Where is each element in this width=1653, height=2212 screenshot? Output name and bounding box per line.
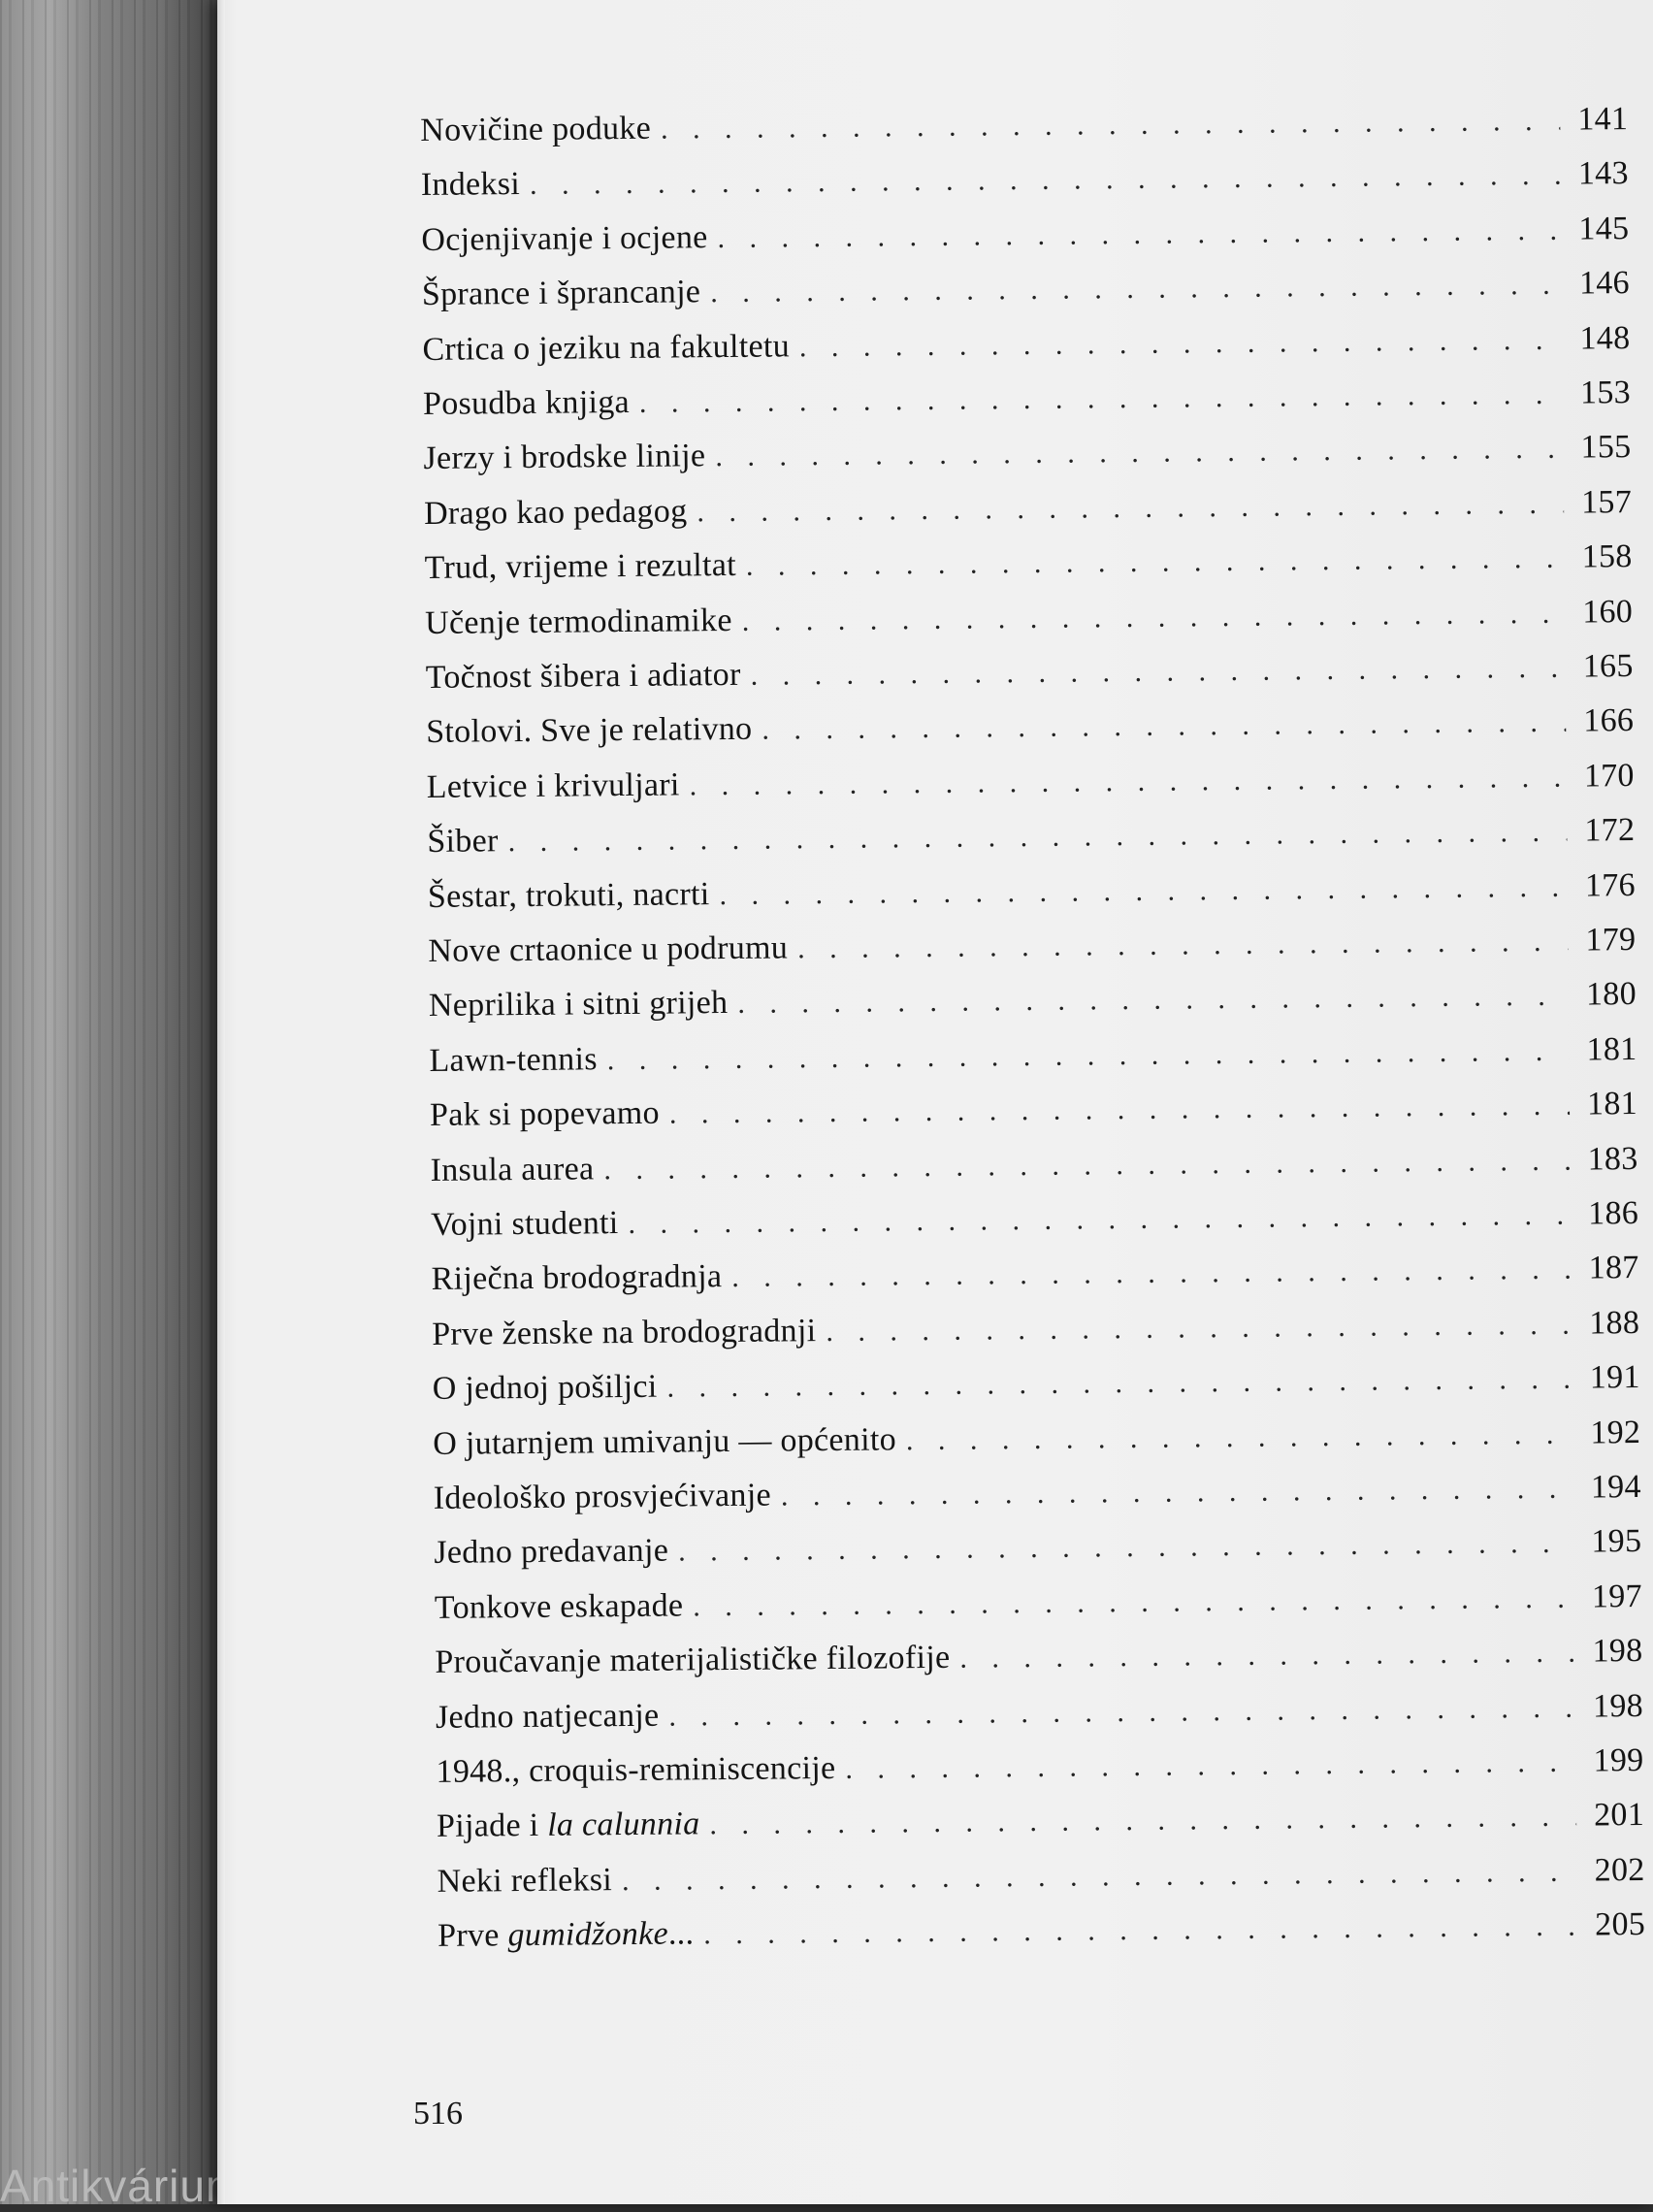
dot-leader: . . . . . . . . . . . . . . . . . . . . . . . . . — [797, 926, 1569, 966]
toc-title-part: Riječna brodogradnja — [431, 1258, 722, 1297]
dot-leader: . . . . . . . . . . . . . . . . . . . . . . . . . . . . . — [668, 1691, 1575, 1733]
toc-title-part: Drago kao pedagog — [424, 493, 688, 532]
toc-entry-title — [430, 1151, 603, 1189]
toc-entry-page: 141 — [1577, 101, 1628, 138]
toc-title-part: Lawn-tennis — [429, 1041, 598, 1079]
book-page — [217, 0, 1653, 2204]
dot-leader: . . . . . . . . . . . . . . . . . . . . . . . — [845, 1746, 1575, 1786]
dot-leader: . . . . . . . . . . . . . . . . . . . . . . . . . . . . — [678, 1527, 1574, 1569]
dot-leader: . . . . . . . . . . . . . . . . . . . . . . . . . . . . — [697, 487, 1564, 529]
toc-entry-title — [437, 1862, 622, 1901]
dot-leader: . . . . . . . . . . . . . . . . . . . . . . . . . . — [742, 597, 1566, 637]
toc-title-part: Pak si popevamo — [430, 1095, 660, 1133]
toc-entry-page: 191 — [1590, 1359, 1640, 1396]
toc-entry-title — [431, 1205, 629, 1244]
toc-entry-title — [423, 438, 715, 477]
toc-entry-title — [422, 274, 711, 313]
toc-title-part: Pijade i — [437, 1807, 547, 1844]
dot-leader: . . . . . . . . . . . . . . . . . . . . . . . . . . . — [710, 269, 1562, 309]
toc-entry-page: 179 — [1585, 922, 1636, 959]
dot-leader: . . . . . . . . . . . . . . . . . . . . . . . . — [826, 1308, 1572, 1348]
toc-entry-page: 146 — [1579, 265, 1630, 302]
toc-title-part: Šprance i šprancanje — [422, 274, 701, 312]
toc-entry-page: 158 — [1581, 538, 1632, 575]
toc-entry-page: 195 — [1591, 1523, 1641, 1560]
toc-entry-page: 188 — [1589, 1305, 1639, 1342]
toc-entry-page: 143 — [1578, 155, 1629, 192]
toc-entry-title — [438, 1915, 704, 1955]
toc-entry-page: 176 — [1585, 867, 1636, 904]
toc-entry-title — [435, 1640, 959, 1681]
toc-title-part: Točnost šibera i adiator — [426, 657, 741, 696]
toc-entry-page: 187 — [1589, 1250, 1639, 1286]
toc-title-part: Crtica o jeziku na fakultetu — [422, 328, 790, 368]
toc-entry-page: 148 — [1579, 320, 1630, 357]
dot-leader: . . . . . . . . . . . . . . . . . . . . . . . . . . . — [715, 433, 1563, 473]
dot-leader: . . . . . . . . . . . . . . . . . . . . . . . . . . . . . — [661, 105, 1561, 146]
dot-leader: . . . . . . . . . . . . . . . . . . . . . . . . . . . . . . — [628, 1199, 1571, 1241]
toc-title-part: Ideološko prosvjećivanje — [434, 1478, 771, 1516]
toc-entry-title — [424, 547, 746, 587]
toc-entry-title — [436, 1750, 845, 1791]
toc-entry-page: 170 — [1584, 758, 1635, 795]
toc-title-part: Posudba knjiga — [423, 384, 630, 422]
toc-entry-title — [433, 1369, 667, 1408]
toc-title-part: O jutarnjem umivanju — općenito — [433, 1421, 896, 1462]
toc-title-part: gumidžonke — [507, 1916, 668, 1954]
toc-title-part: Vojni studenti — [431, 1205, 619, 1243]
toc-title-part: Ocjenjivanje i ocjene — [421, 219, 708, 258]
toc-entry-title — [424, 493, 697, 533]
dot-leader: . . . . . . . . . . . . . . . . . . . . . . . . . . — [750, 652, 1565, 693]
toc-entry-page: 198 — [1593, 1688, 1643, 1725]
toc-title-part: Insula aurea — [430, 1151, 594, 1188]
toc-entry-page: 181 — [1586, 1031, 1637, 1068]
dot-leader: . . . . . . . . . . . . . . . . . . . . . . . . . . . — [717, 214, 1561, 255]
toc-title-part: Prve ženske na brodogradnji — [432, 1313, 816, 1352]
toc-title-part: Neprilika i sitni grijeh — [429, 985, 729, 1024]
toc-title-part: Jedno predavanje — [434, 1533, 668, 1571]
toc-entry-page: 172 — [1584, 812, 1635, 849]
dot-leader: . . . . . . . . . . . . . . . . . . . . . . . . . . . . . . . . . — [530, 159, 1561, 202]
toc-title-part: ... — [668, 1916, 695, 1952]
dot-leader: . . . . . . . . . . . . . . . . . . . . . . . . . . . . . . — [622, 1855, 1577, 1897]
toc-entry-page: 153 — [1580, 374, 1631, 411]
toc-entry-page: 192 — [1590, 1415, 1640, 1451]
dot-leader: . . . . . . . . . . . . . . . . . . . . . . . . . . . . . . . — [607, 1034, 1570, 1077]
toc-entry-title — [434, 1533, 678, 1572]
toc-entry-page: 201 — [1594, 1797, 1644, 1834]
dot-leader: . . . . . . . . . . . . . . . . . . . . . . . . . . . — [731, 1253, 1572, 1294]
toc-title-part: Novičine poduke — [420, 111, 651, 148]
toc-entry-title — [431, 1258, 731, 1298]
toc-title-part: Učenje termodinamike — [425, 602, 732, 641]
toc-entry-title — [433, 1421, 906, 1463]
toc-entry-title — [426, 711, 762, 751]
toc-entry-title — [432, 1313, 826, 1353]
toc-entry-title — [435, 1587, 694, 1627]
toc-title-part: Tonkove eskapade — [435, 1587, 684, 1625]
toc-entry-title — [430, 1095, 669, 1134]
dot-leader: . . . . . . . . . . . . . . . . . . . . . . . . — [799, 323, 1563, 364]
toc-entry-page: 202 — [1594, 1852, 1644, 1889]
toc-title-part: Letvice i krivuljari — [427, 766, 680, 805]
toc-entry-title — [420, 111, 661, 149]
toc-title-part: Jerzy i brodske linije — [423, 439, 705, 477]
toc-title-part: O jednoj pošiljci — [433, 1369, 658, 1407]
dot-leader: . . . . . . . . . . . . . . . . . . . . . . . . . — [781, 1473, 1573, 1513]
toc-entry-page: 186 — [1588, 1195, 1638, 1232]
page-number: 516 — [413, 2096, 463, 2132]
toc-title-part: Trud, vrijeme i rezultat — [424, 547, 736, 586]
toc-title-part: Indeksi — [421, 166, 521, 203]
dot-leader: . . . . . . . . . . . . . . . . . . . . . . . . . . . . — [693, 1581, 1574, 1623]
toc-title-part: Prve — [438, 1917, 508, 1954]
toc-entry-page: 199 — [1593, 1742, 1643, 1779]
toc-entry-title — [426, 657, 751, 697]
toc-entry-page: 183 — [1587, 1141, 1637, 1178]
toc-title-part: Proučavanje materijalističke filozofije — [435, 1640, 950, 1680]
toc-entry-title — [427, 766, 690, 806]
toc-entry-title — [421, 166, 531, 204]
dot-leader: . . . . . . . . . . . . . . . . . . . . — [959, 1637, 1574, 1675]
toc-entry-title — [425, 602, 742, 641]
toc-entry-page: 205 — [1595, 1906, 1645, 1943]
toc-title-part: Šestar, trokuti, nacrti — [428, 876, 710, 915]
dot-leader: . . . . . . . . . . . . . . . . . . . . . . . . . . . . — [690, 761, 1567, 802]
dot-leader: . . . . . . . . . . . . . . . . . . . . . . . . . . — [746, 542, 1565, 583]
toc-title-part: Neki refleksi — [437, 1862, 612, 1900]
toc-entry-title — [422, 328, 799, 369]
dot-leader: . . . . . . . . . . . . . . . . . . . . . . . . . . — [762, 706, 1566, 747]
dot-leader: . . . . . . . . . . . . . . . . . . . . . . . . . . . . . — [639, 378, 1563, 420]
toc-entry-title — [423, 384, 639, 423]
toc-entry-title — [428, 876, 720, 916]
toc-entry-title — [428, 929, 797, 970]
toc-entry-page: 180 — [1586, 976, 1637, 1013]
toc-entry-page: 160 — [1582, 594, 1633, 631]
toc-entry-page: 165 — [1583, 648, 1634, 685]
dot-leader: . . . . . . . . . . . . . . . . . . . . . . . . . . . . . . . . . . — [507, 816, 1567, 859]
toc-entry-title — [437, 1806, 710, 1846]
toc-entry-title — [421, 219, 718, 259]
toc-entry-page: 157 — [1581, 484, 1632, 521]
dot-leader: . . . . . . . . . . . . . . . . . . . . . . . . . . . . . — [666, 1363, 1572, 1405]
toc-title-part: la calunnia — [547, 1806, 700, 1844]
toc-title-part: Jedno natjecanje — [436, 1697, 660, 1735]
toc-entry-page: 181 — [1587, 1086, 1637, 1122]
dot-leader: . . . . . . . . . . . . . . . . . . . . . . . . . . . . — [709, 1801, 1576, 1842]
toc-entry-title — [434, 1477, 781, 1516]
dot-leader: . . . . . . . . . . . . . . . . . . . . . . . . . . . . . — [669, 1090, 1570, 1131]
toc-title-part: Nove crtaonice u podrumu — [428, 929, 788, 969]
dot-leader: . . . . . . . . . . . . . . . . . . . . . . . . . . . . . . . — [603, 1144, 1570, 1187]
toc-entry-title — [436, 1697, 669, 1736]
toc-entry-page: 194 — [1591, 1469, 1641, 1506]
toc-entry-title — [427, 823, 508, 861]
dot-leader: . . . . . . . . . . . . . . . . . . . . . . . . . . . — [719, 870, 1568, 911]
page-edge — [217, 0, 225, 2204]
toc-entry-page: 198 — [1592, 1633, 1642, 1670]
toc-title-part: 1948., croquis-reminiscencije — [436, 1750, 835, 1790]
table-of-contents — [217, 0, 1653, 2204]
toc-entry-page: 166 — [1583, 702, 1634, 739]
toc-entry-page: 155 — [1580, 429, 1631, 466]
toc-title-part: Stolovi. Sve je relativno — [426, 711, 752, 750]
dot-leader: . . . . . . . . . . . . . . . . . . . . . . . . . . . . — [703, 1910, 1577, 1952]
wooden-surface — [0, 0, 225, 2204]
toc-title-part: Šiber — [427, 823, 499, 860]
dot-leader: . . . . . . . . . . . . . . . . . . . . . — [906, 1417, 1573, 1457]
toc-entry-page: 197 — [1592, 1578, 1642, 1615]
toc-entry-title — [429, 1041, 607, 1080]
toc-entry — [438, 1906, 1645, 1972]
toc-entry-title — [429, 985, 738, 1025]
toc-entry-page: 145 — [1578, 211, 1629, 247]
dot-leader: . . . . . . . . . . . . . . . . . . . . . . . . . . — [737, 980, 1569, 1021]
watermark: Antikvárium.hu — [0, 2160, 308, 2212]
